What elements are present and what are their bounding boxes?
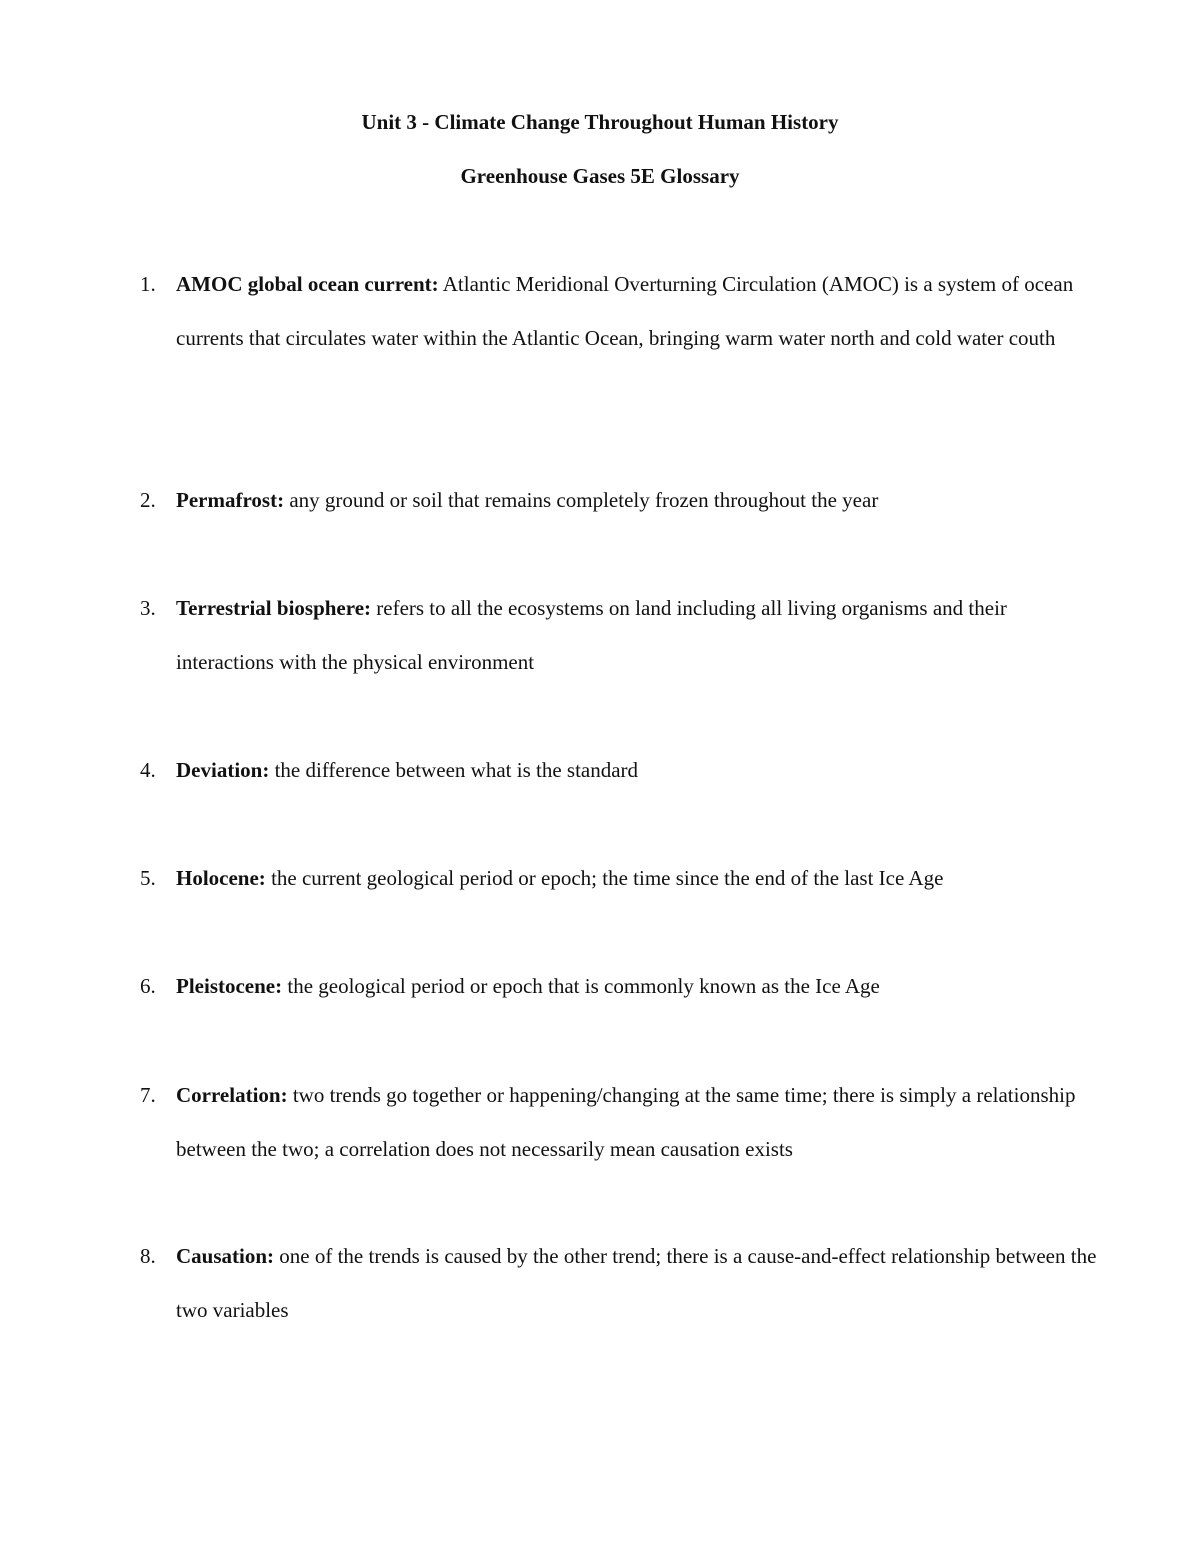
glossary-term: Correlation:: [176, 1083, 288, 1107]
glossary-term: Causation:: [176, 1244, 275, 1268]
glossary-item: [140, 581, 1100, 689]
item-number: 5.: [140, 866, 156, 890]
glossary-term: Permafrost:: [176, 488, 285, 512]
glossary-term: AMOC global ocean current:: [176, 272, 439, 296]
glossary-definition: two trends go together or happening/changing at the same time; there is simply a relationship between the two; a correlation does not necessarily mean causation exists: [176, 1083, 1076, 1161]
glossary-definition: one of the trends is caused by the other trend; there is a cause-and-effect relationship between the two variables: [176, 1244, 1097, 1322]
item-number: 1.: [140, 272, 156, 296]
glossary-definition: any ground or soil that remains completely frozen throughout the year: [284, 488, 879, 512]
document-title: Unit 3 - Climate Change Throughout Human History: [361, 110, 839, 134]
item-body: [176, 851, 1100, 905]
glossary-item: [140, 959, 1100, 1013]
glossary-item: [140, 1068, 1100, 1176]
glossary-item: [140, 743, 1100, 797]
item-number: 6.: [140, 974, 156, 998]
item-number: 3.: [140, 596, 156, 620]
glossary-definition: refers to all the ecosystems on land including all living organisms and their interactions with the physical environment: [176, 596, 1007, 674]
glossary-term: Holocene:: [176, 866, 266, 890]
glossary-definition: the current geological period or epoch; the time since the end of the last Ice Age: [265, 866, 944, 890]
item-body: [176, 257, 1100, 365]
item-body: [176, 743, 1100, 797]
item-body: [176, 1068, 1100, 1176]
item-number: 2.: [140, 488, 156, 512]
glossary-definition: the difference between what is the standard: [269, 758, 639, 782]
item-body: [176, 1229, 1100, 1337]
glossary-item: [140, 473, 1100, 527]
item-number: 4.: [140, 758, 156, 782]
document-subtitle: Greenhouse Gases 5E Glossary: [460, 164, 740, 188]
glossary-item: [140, 1229, 1100, 1337]
glossary-item: [140, 851, 1100, 905]
item-number: 7.: [140, 1083, 156, 1107]
item-number: 8.: [140, 1244, 156, 1268]
glossary-term: Terrestrial biosphere:: [176, 596, 372, 620]
item-body: [176, 581, 1100, 689]
glossary-definition: the geological period or epoch that is commonly known as the Ice Age: [282, 974, 880, 998]
glossary-term: Pleistocene:: [176, 974, 283, 998]
glossary-term: Deviation:: [176, 758, 270, 782]
item-body: [176, 959, 1100, 1013]
item-body: [176, 473, 1100, 527]
glossary-definition: Atlantic Meridional Overturning Circulation (AMOC) is a system of ocean currents that circulates water within the Atlantic Ocean, bringing warm water north and cold water couth: [176, 272, 1074, 350]
glossary-item: [140, 257, 1100, 365]
